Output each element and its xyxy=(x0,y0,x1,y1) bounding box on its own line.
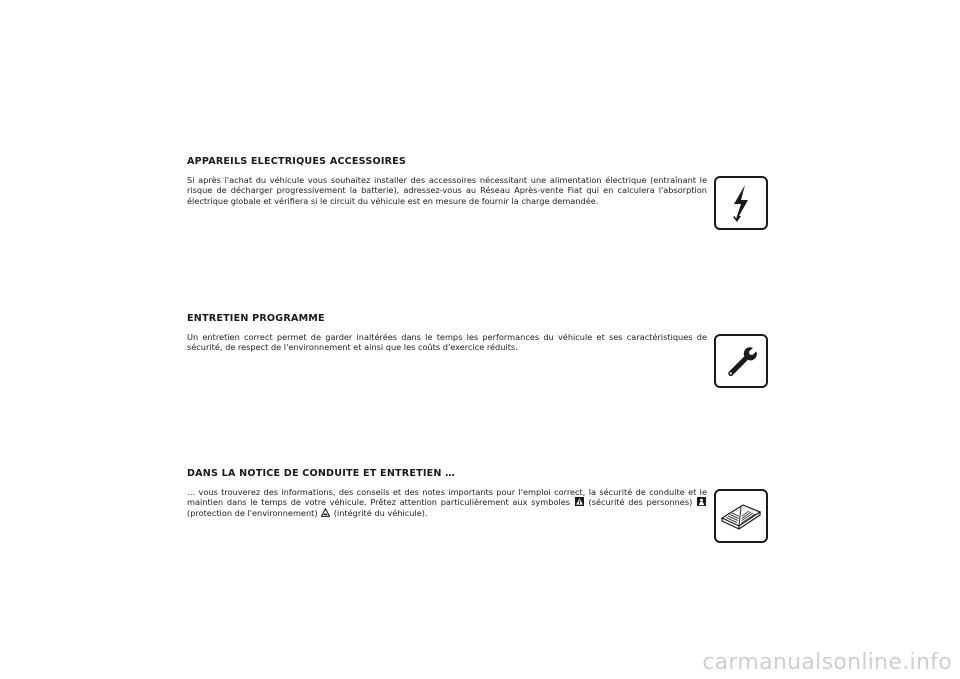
lightning-bolt-icon-graphic xyxy=(726,183,756,223)
environment-protection-symbol-icon xyxy=(697,497,706,506)
section-electrical-accessories xyxy=(187,156,707,206)
section-text: Si après l'achat du véhicule vous souhaitez installer des accessoires nécessitant une alimentation électrique (entraînant le risque de décharger progressivement la batterie), adressez-vous au Réseau Après-vente Fiat qui en calculera l'absorption électrique globale et vérifiera si le circuit du véhicule est en mesure de fournir la charge demandée. xyxy=(187,175,707,206)
text-part: (sécurité des personnes) xyxy=(588,497,693,508)
section-title: ENTRETIEN PROGRAMME xyxy=(187,313,325,324)
section-title: DANS LA NOTICE DE CONDUITE ET ENTRETIEN … xyxy=(187,468,455,479)
section-manual-notice xyxy=(187,468,707,518)
open-book-icon xyxy=(714,489,768,543)
wrench-icon xyxy=(714,334,768,388)
section-title: APPAREILS ELECTRIQUES ACCESSOIRES xyxy=(187,156,407,167)
text-part: … vous trouverez des informations, des conseils et des notes importants pour l'emploi correct, la sécurité de conduite et le maintien dans le temps de votre véhicule. Prêtez attention particulièrement aux symboles xyxy=(187,487,707,508)
lightning-bolt-icon xyxy=(714,176,768,230)
section-text: Un entretien correct permet de garder inaltérées dans le temps les performances du véhicule et ses caractéristiques de sécurité, de respect de l'environnement et ainsi que les coûts d'exercice réduits. xyxy=(187,332,707,353)
wrench-icon-graphic xyxy=(723,343,759,379)
text-part: (protection de l'environnement) xyxy=(187,507,318,518)
section-text xyxy=(187,487,707,518)
personal-safety-symbol-icon xyxy=(575,497,584,506)
open-book-icon-graphic xyxy=(719,498,763,534)
section-scheduled-maintenance xyxy=(187,313,707,353)
vehicle-integrity-symbol-icon xyxy=(321,508,330,517)
text-part: (intégrité du véhicule). xyxy=(333,507,428,518)
watermark: carmanualsonline.info xyxy=(702,650,952,675)
